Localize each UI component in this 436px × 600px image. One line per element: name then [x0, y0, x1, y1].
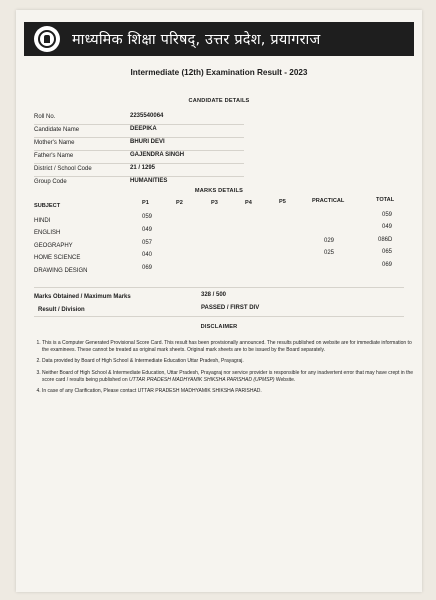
table-row-total: 059	[382, 212, 393, 218]
disclaimer-item	[42, 388, 417, 395]
candidate-name-value: DEEPIKA	[130, 126, 157, 132]
table-row-total: 065	[382, 249, 393, 255]
divider	[34, 150, 244, 151]
disclaimer-text-italic: UTTAR PRADESH MADHYAMIK SHIKSHA PARISHAD (UPMSP)	[129, 376, 275, 383]
marks-details-heading: MARKS DETAILS	[194, 188, 244, 194]
group-code-label: Group Code	[34, 179, 67, 185]
divider	[34, 124, 244, 125]
table-row-p1: 049	[142, 227, 153, 233]
table-row-subject: GEOGRAPHY	[34, 243, 73, 249]
disclaimer-text: Neither Board of High School & Intermediate Education, Uttar Pradesh, Prayagraj nor service provider is responsible for any inadvertent error that may have crept in the score card / results being published on	[42, 369, 414, 383]
divider	[34, 137, 244, 138]
divider	[34, 316, 404, 317]
divider	[34, 287, 404, 288]
col-p3: P3	[211, 200, 218, 206]
disclaimer-text: This is a Computer Generated Provisional Score Card. This result has been provisionally announced. The results published on website are for immediate information to the examinees. These cannot be treated as original mark sheets. Original mark sheets are to be issued by the Board separately.	[42, 340, 412, 354]
table-row-practical: 025	[324, 250, 335, 256]
result-division-value: PASSED / FIRST DIV	[201, 305, 260, 311]
disclaimer-text: Data provided by Board of High School & Intermediate Education Uttar Pradesh, Prayagraj.	[42, 358, 244, 365]
disclaimer-item	[42, 370, 417, 384]
divider	[34, 176, 244, 177]
col-p5: P5	[279, 199, 286, 205]
exam-title: Intermediate (12th) Examination Result - 2023	[130, 68, 308, 77]
table-row-subject: DRAWING DESIGN	[34, 268, 88, 274]
table-row-p1: 057	[142, 240, 153, 246]
table-row-p1: 040	[142, 252, 153, 258]
table-row-subject: HOME SCIENCE	[34, 255, 81, 261]
disclaimer-text: In case of any Clarification, Please contact UTTAR PRADESH MADHYAMIK SHIKSHA PARISHAD.	[42, 388, 262, 395]
col-practical: PRACTICAL	[312, 198, 345, 204]
result-division-label: Result / Division	[38, 307, 85, 313]
col-p4: P4	[245, 200, 252, 206]
col-total: TOTAL	[376, 197, 395, 203]
table-row-total: 069	[382, 262, 393, 268]
candidate-details-heading: CANDIDATE DETAILS	[188, 98, 250, 104]
marks-obtained-value: 328 / 500	[201, 292, 227, 298]
table-row-total: 086D	[378, 237, 393, 243]
district-school-code-label: District / School Code	[34, 166, 92, 172]
divider	[34, 163, 244, 164]
board-emblem-icon	[34, 26, 60, 52]
roll-no-value: 2235540064	[130, 113, 164, 119]
mother-name-value: BHURI DEVI	[130, 139, 165, 145]
table-row-total: 049	[382, 224, 393, 230]
table-row-p1: 059	[142, 214, 153, 220]
header-banner	[24, 22, 414, 56]
disclaimer-item	[42, 358, 417, 365]
table-row-subject: HINDI	[34, 218, 51, 224]
col-p1: P1	[142, 200, 149, 206]
table-row-subject: ENGLISH	[34, 230, 61, 236]
result-sheet	[16, 10, 422, 592]
father-name-value: GAJENDRA SINGH	[130, 152, 185, 158]
group-code-value: HUMANITIES	[130, 178, 168, 184]
disclaimer-text: Website.	[275, 376, 296, 383]
table-row-p1: 069	[142, 265, 153, 271]
table-row-practical: 029	[324, 238, 335, 244]
col-subject: SUBJECT	[34, 203, 61, 209]
candidate-name-label: Candidate Name	[34, 127, 80, 133]
father-name-label: Father's Name	[34, 153, 74, 159]
marks-obtained-label: Marks Obtained / Maximum Marks	[34, 294, 131, 300]
mother-name-label: Mother's Name	[34, 140, 75, 146]
board-title: माध्यमिक शिक्षा परिषद्, उत्तर प्रदेश, प्रयागराज	[72, 32, 321, 48]
district-school-code-value: 21 / 1295	[130, 165, 156, 171]
col-p2: P2	[176, 200, 183, 206]
disclaimer-heading: DISCLAIMER	[200, 324, 238, 330]
disclaimer-list	[30, 340, 417, 399]
roll-no-label: Roll No.	[34, 114, 56, 120]
disclaimer-item	[42, 340, 417, 354]
